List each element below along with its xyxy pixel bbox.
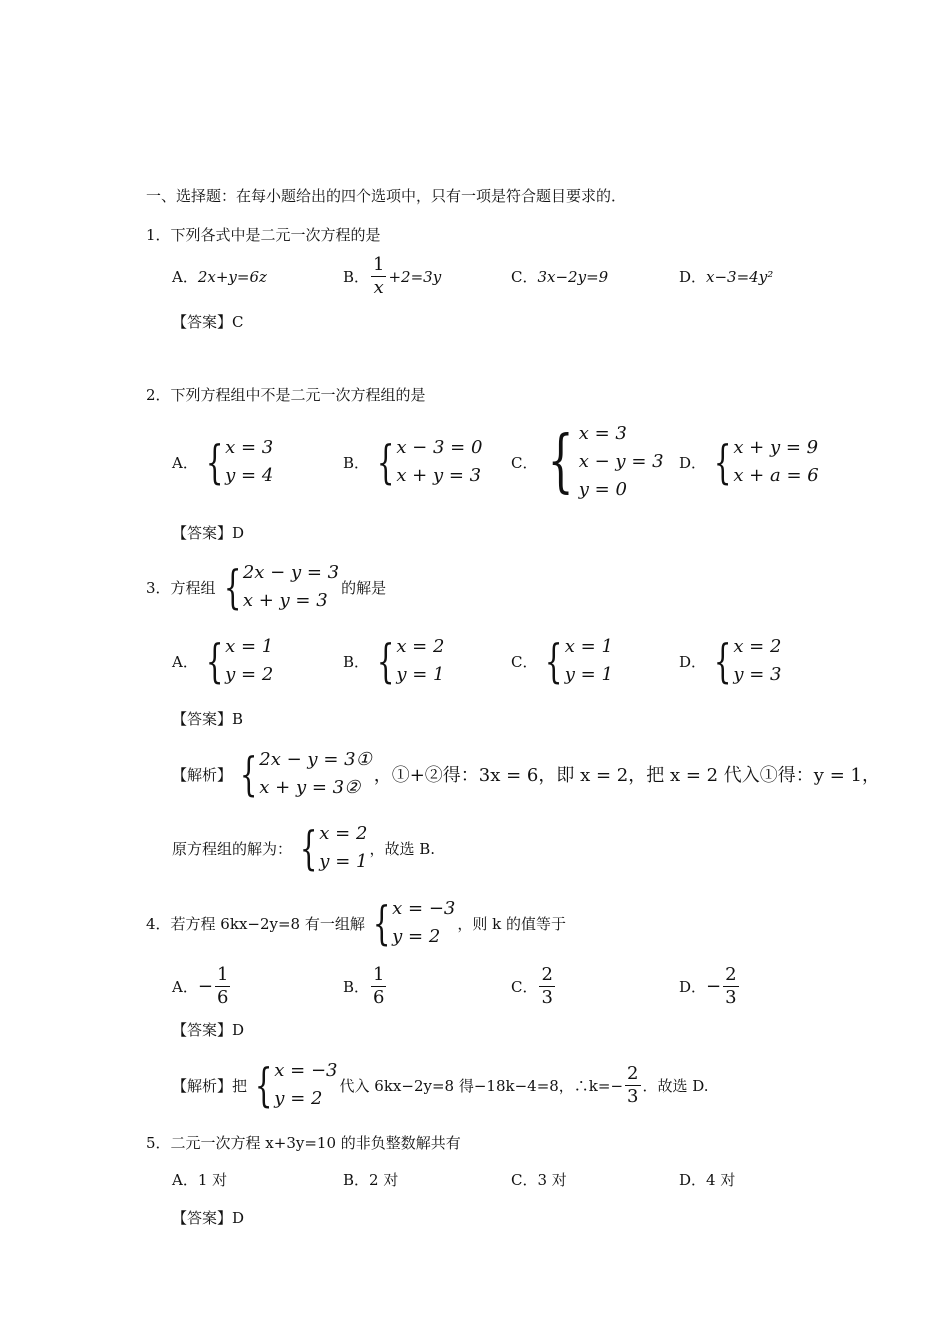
- equation: x = −3: [392, 898, 456, 919]
- stem-text: ，则 k 的值等于: [457, 914, 567, 933]
- q4-explanation: [172, 1057, 709, 1113]
- equation: x + y = 3②: [259, 777, 361, 798]
- equation-system: [708, 633, 781, 689]
- equation: x − y = 3: [578, 451, 664, 472]
- equation: y = 3: [733, 664, 782, 685]
- explanation-text: ，①+②得：3x = 6，即 x = 2，把 x = 2 代入①得：y = 1，: [373, 765, 880, 786]
- option-text: x−3=4y²: [706, 267, 774, 286]
- equation: y = 4: [225, 465, 274, 486]
- q1-option-b: [343, 254, 441, 299]
- section-heading: 一、选择题：在每小题给出的四个选项中，只有一项是符合题目要求的．: [146, 187, 627, 205]
- fraction: [539, 964, 554, 1009]
- equation: x = 3: [578, 423, 627, 444]
- q5-answer: 【答案】D: [172, 1209, 245, 1227]
- explanation-text: 原方程组的解为：: [172, 839, 293, 858]
- q1-option-c: [511, 266, 608, 287]
- option-label: C．: [511, 652, 538, 671]
- equation: y = 1: [319, 851, 368, 872]
- question-4-stem: [146, 895, 566, 951]
- q4-option-b: [343, 964, 388, 1009]
- denominator: 3: [541, 987, 553, 1008]
- q2-option-a: [172, 434, 275, 490]
- q3-option-c: [511, 633, 615, 689]
- option-label: B．: [343, 652, 370, 671]
- numerator: 1: [373, 964, 385, 985]
- stem-text: 的解是: [341, 578, 387, 597]
- equation-system: [539, 420, 663, 504]
- fraction: [371, 964, 386, 1009]
- equation: 2x − y = 3: [242, 562, 340, 583]
- equation: x + a = 6: [733, 465, 819, 486]
- equation-system: [200, 633, 273, 689]
- q2-option-c: [511, 420, 666, 504]
- numerator: 2: [627, 1062, 639, 1084]
- q3-explanation: [172, 746, 880, 802]
- brace-icon: {: [713, 634, 732, 688]
- option-label: D．: [679, 268, 707, 286]
- fraction: [625, 1063, 640, 1108]
- q5-option-a: A．1 对: [172, 1171, 228, 1189]
- sign: −: [706, 976, 722, 997]
- q4-option-d: [679, 964, 741, 1009]
- brace-icon: {: [713, 435, 732, 489]
- denominator: 6: [373, 987, 385, 1008]
- equation: y = 0: [578, 479, 627, 500]
- option-label: D．: [679, 652, 707, 671]
- brace-icon: {: [239, 747, 258, 801]
- denominator: x: [373, 277, 384, 298]
- numerator: 2: [541, 964, 553, 985]
- option-text: 3x−2y=9: [537, 267, 609, 286]
- q3-option-a: [172, 633, 275, 689]
- option-label: A．: [172, 978, 198, 996]
- question-1-stem: 1．下列各式中是二元一次方程的是: [146, 226, 381, 244]
- q4-option-a: [172, 964, 232, 1009]
- numerator: 2: [725, 964, 737, 985]
- equation: x + y = 9: [733, 437, 819, 458]
- numerator: 1: [373, 254, 385, 275]
- q1-answer: 【答案】C: [172, 313, 244, 331]
- q5-option-b: B．2 对: [343, 1171, 399, 1189]
- equation: x + y = 3: [242, 590, 328, 611]
- stem-text: 3．方程组: [146, 578, 216, 597]
- equation-system: [367, 895, 456, 951]
- denominator: 3: [725, 987, 737, 1008]
- brace-icon: {: [205, 435, 224, 489]
- equation: x = 2: [319, 823, 368, 844]
- equation: y = 2: [225, 664, 274, 685]
- brace-icon: {: [254, 1058, 273, 1112]
- option-label: A．: [172, 268, 198, 286]
- option-label: B．: [343, 978, 370, 996]
- q3-explanation-result: [172, 820, 435, 876]
- q3-option-d: [679, 633, 783, 689]
- question-5-stem: 5．二元一次方程 x+3y=10 的非负整数解共有: [146, 1134, 461, 1152]
- equation-system: [371, 434, 482, 490]
- q3-answer: 【答案】B: [172, 710, 244, 728]
- option-label: D．: [679, 453, 707, 472]
- sign: −: [197, 976, 213, 997]
- equation: x = 2: [396, 636, 445, 657]
- equation: y = 1: [396, 664, 445, 685]
- q2-option-d: [679, 434, 821, 490]
- option-label: B．: [343, 268, 370, 286]
- option-text: +2=3y: [388, 267, 442, 286]
- q2-option-b: [343, 434, 484, 490]
- stem-text: 4．若方程 6kx−2y=8 有一组解: [146, 914, 365, 933]
- equation-system: [200, 434, 273, 490]
- q5-option-d: D．4 对: [679, 1171, 736, 1189]
- q1-option-d: [679, 266, 773, 287]
- option-label: A．: [172, 453, 198, 472]
- question-3-stem: [146, 559, 386, 615]
- equation: x + y = 3: [396, 465, 482, 486]
- q1-option-a: [172, 266, 267, 287]
- equation-system: [294, 820, 367, 876]
- equation-system: [371, 633, 444, 689]
- explanation-text: ，故选 B.: [369, 839, 436, 858]
- equation-system: [708, 434, 819, 490]
- numerator: 1: [216, 964, 229, 985]
- equation: x = 1: [564, 636, 613, 657]
- equation: x = 3: [225, 437, 274, 458]
- brace-icon: {: [299, 821, 318, 875]
- equation: y = 2: [274, 1088, 323, 1109]
- equation: x = −3: [274, 1060, 338, 1081]
- explanation-text: 代入 6kx−2y=8 得−18k−4=8，∴k=−: [339, 1076, 624, 1095]
- equation: y = 1: [564, 664, 613, 685]
- denominator: 6: [216, 987, 229, 1008]
- explanation-label: 【解析】: [172, 765, 233, 784]
- q3-option-b: [343, 633, 446, 689]
- equation-system: [234, 746, 372, 802]
- question-2-stem: 2．下列方程组中不是二元一次方程组的是: [146, 386, 426, 404]
- fraction: [371, 254, 386, 299]
- equation: y = 2: [392, 926, 441, 947]
- denominator: 3: [627, 1085, 639, 1107]
- brace-icon: {: [372, 896, 391, 950]
- equation: 2x − y = 3①: [259, 749, 372, 770]
- q4-option-c: [511, 964, 557, 1009]
- option-label: C．: [511, 268, 538, 286]
- equation-system: [249, 1057, 338, 1113]
- option-label: B．: [343, 453, 370, 472]
- equation-system: [539, 633, 612, 689]
- fraction: [723, 964, 738, 1009]
- brace-icon: {: [223, 560, 241, 614]
- explanation-text: ．故选 D.: [642, 1076, 709, 1095]
- option-label: C．: [511, 978, 538, 996]
- fraction: [215, 964, 230, 1009]
- equation: x = 2: [733, 636, 782, 657]
- q4-answer: 【答案】D: [172, 1021, 245, 1039]
- brace-icon: {: [548, 422, 575, 501]
- brace-icon: {: [376, 435, 395, 489]
- q5-option-c: C．3 对: [511, 1171, 567, 1189]
- equation-system: [218, 559, 340, 615]
- brace-icon: {: [205, 634, 224, 688]
- q2-answer: 【答案】D: [172, 524, 245, 542]
- option-label: C．: [511, 453, 538, 472]
- option-label: D．: [679, 978, 707, 996]
- option-label: A．: [172, 652, 198, 671]
- brace-icon: {: [376, 634, 395, 688]
- explanation-label: 【解析】把: [172, 1076, 248, 1095]
- brace-icon: {: [545, 634, 563, 688]
- equation: x − 3 = 0: [396, 437, 483, 458]
- equation: x = 1: [225, 636, 274, 657]
- option-text: 2x+y=6z: [197, 267, 267, 286]
